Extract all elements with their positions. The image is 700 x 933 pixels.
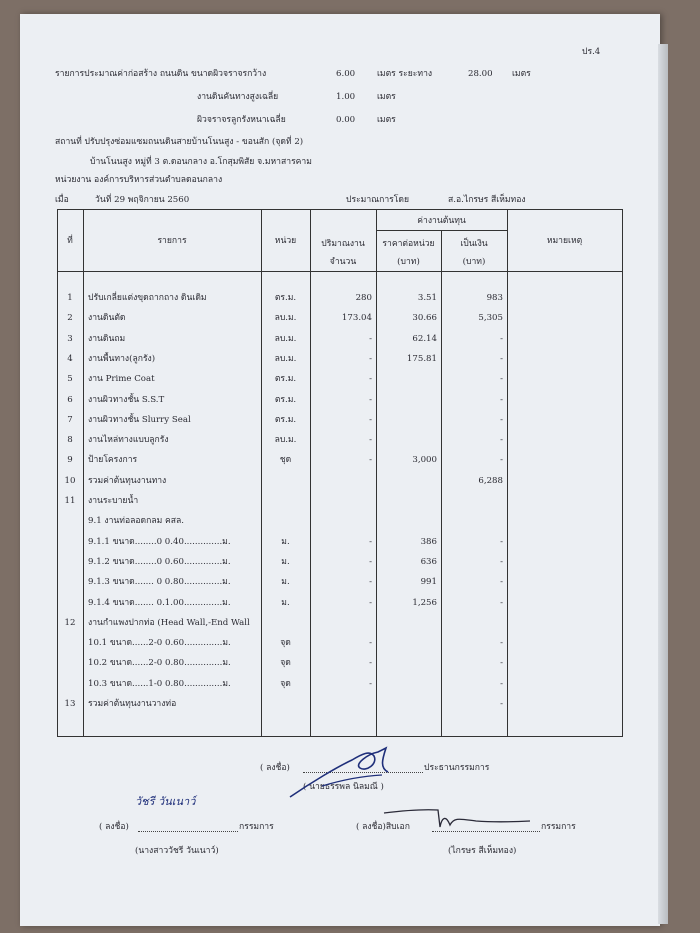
agency: หน่วยงาน องค์การบริหารส่วนตำบลดอนกลาง (55, 175, 223, 185)
cell-item: งานผิวทางชั้น Slurry Seal (88, 414, 191, 425)
cell-qty: - (369, 658, 372, 669)
cell-item: 9.1.4 ขนาด....... 0.1.00..............ม. (88, 597, 231, 608)
cell-unit: ลบ.ม. (274, 435, 297, 446)
cell-amount: - (500, 394, 503, 405)
estimator-label: ประมาณการโดย (346, 195, 410, 205)
cell-no: 12 (64, 617, 76, 628)
cell-amount: 5,305 (478, 313, 503, 324)
col-header-amount: เป็นเงิน (460, 239, 488, 249)
cell-unit: จุด (280, 658, 291, 669)
cell-unit: ชุด (279, 455, 292, 466)
cell-unit: ม. (281, 536, 290, 547)
cell-item: 9.1.2 ขนาด........0 0.60..............ม. (88, 556, 231, 567)
cell-item: 10.3 ขนาด......1-0 0.80..............ม. (88, 678, 231, 689)
header-line2-label: งานดินคันทางสูงเฉลี่ย (197, 92, 279, 102)
cell-price: 636 (420, 556, 437, 567)
cell-qty: - (369, 577, 372, 588)
date-prefix: เมื่อ (55, 195, 69, 205)
cell-qty: - (369, 435, 372, 446)
col-header-no: ที่ (67, 236, 73, 246)
left-sign-role: กรรมการ (239, 822, 274, 832)
road-width-unit: เมตร ระยะทาง (377, 69, 433, 79)
cell-unit: ม. (281, 577, 290, 588)
cell-price: 3,000 (412, 455, 437, 466)
cell-amount: - (500, 597, 503, 608)
cell-amount: 6,288 (478, 475, 503, 486)
cell-qty: 173.04 (341, 313, 372, 324)
cell-item: งานผิวทางชั้น S.S.T (88, 394, 165, 405)
left-handwritten-signature: วัชรี วันเนาว์ (135, 795, 196, 808)
cell-item: รวมค่าต้นทุนงานวางท่อ (88, 699, 177, 709)
cell-price: 386 (420, 536, 437, 547)
cell-unit: ตร.ม. (274, 374, 297, 385)
road-length-value: 28.00 (468, 69, 493, 79)
cell-qty: - (369, 536, 372, 547)
cell-amount: - (500, 556, 503, 567)
cell-amount: - (500, 536, 503, 547)
cell-item: 9.1 งานท่อลอดกลม คสล. (88, 516, 184, 527)
laterite-thickness-value: 0.00 (336, 115, 356, 125)
cell-unit: ตร.ม. (274, 414, 297, 425)
cell-no: 6 (67, 394, 73, 405)
cell-price: 30.66 (412, 313, 437, 324)
cell-amount: - (500, 678, 503, 689)
cell-item: งานดินตัด (88, 313, 126, 324)
left-sign-prefix: ( ลงชื่อ) (99, 822, 129, 832)
cell-amount: - (500, 333, 503, 344)
cell-unit: ลบ.ม. (274, 313, 297, 324)
cell-qty: - (369, 678, 372, 689)
col-header-qty: ปริมาณงาน (321, 239, 365, 249)
col-header-amount-sub: (บาท) (462, 257, 486, 267)
cell-price: 62.14 (412, 333, 437, 344)
cell-no: 11 (64, 496, 76, 506)
cell-no: 7 (67, 414, 73, 425)
cell-amount: - (500, 577, 503, 588)
cell-amount: - (500, 658, 503, 669)
project-place-address: บ้านโนนสูง หมู่ที่ 3 ต.ดอนกลาง อ.โกสุมพิสัย จ.มหาสารคาม (90, 157, 312, 167)
header-line1-label: รายการประมาณค่าก่อสร้าง ถนนดิน ขนาดผิวจราจรกว้าง (55, 69, 267, 79)
laterite-thickness-unit: เมตร (377, 115, 396, 125)
cell-qty: - (369, 333, 372, 344)
cell-amount: - (500, 638, 503, 649)
left-sign-name: (นางสาววัชรี วันเนาว์) (135, 846, 219, 856)
cell-qty: - (369, 638, 372, 649)
cell-no: 1 (67, 293, 73, 303)
cell-qty: - (369, 374, 372, 385)
cell-price: 3.51 (417, 293, 437, 303)
cell-no: 3 (67, 333, 73, 344)
right-signature (380, 797, 540, 837)
cell-amount: - (500, 699, 503, 709)
header-line3-label: ผิวจราจรลูกรังหนาเฉลี่ย (197, 115, 286, 125)
chair-name: ( นายธรรพล นิลมณี ) (303, 782, 384, 792)
embankment-height-value: 1.00 (336, 92, 356, 102)
chair-role: ประธานกรรมการ (424, 763, 490, 773)
right-sign-prefix: ( ลงชื่อ)สิบเอก (356, 822, 410, 832)
col-header-unit-price-sub: (บาท) (397, 257, 420, 267)
cell-unit: ตร.ม. (274, 293, 297, 303)
cell-unit: ม. (281, 556, 290, 567)
cell-unit: ม. (281, 597, 290, 608)
cell-unit: ลบ.ม. (274, 333, 297, 344)
cell-no: 8 (67, 435, 73, 446)
form-code: ปร.4 (582, 47, 601, 57)
cell-item: รวมค่าต้นทุนงานทาง (88, 475, 167, 486)
cell-no: 10 (64, 475, 76, 486)
cell-item: ปรับเกลี่ยแต่งขุดถากถาง ดินเดิม (88, 293, 207, 303)
cell-qty: - (369, 455, 372, 466)
cell-item: 10.1 ขนาด......2-0 0.60..............ม. (88, 638, 231, 649)
cell-item: 10.2 ขนาด......2-0 0.80..............ม. (88, 658, 231, 669)
cell-amount: - (500, 414, 503, 425)
cell-amount: - (500, 353, 503, 364)
cell-no: 2 (67, 313, 73, 324)
cell-amount: - (500, 435, 503, 446)
cell-item: 9.1.1 ขนาด........0 0.40..............ม. (88, 536, 231, 547)
cell-item: งานพื้นทาง(ลูกรัง) (88, 353, 156, 364)
cell-unit: จุด (280, 638, 291, 649)
chair-sign-prefix: ( ลงชื่อ) (260, 763, 290, 773)
estimate-date: วันที่ 29 พฤจิกายน 2560 (95, 195, 190, 205)
cell-no: 9 (67, 455, 73, 466)
cell-qty: - (369, 394, 372, 405)
estimator-name: ส.อ.ไกรษร สีเห็มทอง (448, 195, 526, 205)
cell-unit: จุด (280, 678, 291, 689)
cell-unit: ลบ.ม. (274, 353, 297, 364)
col-header-unit: หน่วย (274, 236, 297, 246)
col-header-cost-group: ค่างานต้นทุน (417, 216, 466, 226)
cell-item: งาน Prime Coat (88, 374, 155, 385)
cell-qty: - (369, 414, 372, 425)
cell-item: งานดินถม (88, 333, 126, 344)
embankment-height-unit: เมตร (377, 92, 396, 102)
cell-no: 13 (64, 699, 76, 709)
col-header-item: รายการ (157, 236, 187, 246)
cell-price: 1,256 (412, 597, 437, 608)
chair-signature (282, 742, 412, 802)
cell-qty: - (369, 353, 372, 364)
cell-item: 9.1.3 ขนาด....... 0 0.80..............ม. (88, 577, 231, 588)
cell-price: 991 (420, 577, 437, 588)
project-place: สถานที่ ปรับปรุงซ่อมแซมถนนดินสายบ้านโนนสูง - ขอนสัก (จุดที่ 2) (55, 137, 304, 147)
cell-item: งานไหล่ทางแบบลูกรัง (88, 435, 169, 446)
col-header-qty-sub: จำนวน (329, 257, 357, 267)
cell-amount: - (500, 455, 503, 466)
road-length-unit: เมตร (512, 69, 531, 79)
col-header-unit-price: ราคาต่อหน่วย (382, 239, 435, 249)
right-sign-role: กรรมการ (541, 822, 576, 832)
document-page (20, 14, 660, 926)
road-width-value: 6.00 (336, 69, 356, 79)
cell-qty: - (369, 556, 372, 567)
cell-no: 4 (67, 353, 73, 364)
cell-amount: - (500, 374, 503, 385)
cell-item: งานระบายน้ำ (88, 496, 139, 506)
cell-item: ป้ายโครงการ (88, 455, 138, 466)
cell-qty: 280 (355, 293, 372, 303)
cell-no: 5 (67, 374, 73, 385)
cell-price: 175.81 (406, 353, 437, 364)
cell-item: งานกำแพงปากท่อ (Head Wall,-End Wall (88, 617, 250, 628)
col-header-remark: หมายเหตุ (546, 236, 583, 246)
right-sign-name: (ไกรษร สีเห็มทอง) (448, 846, 517, 856)
cell-amount: 983 (486, 293, 503, 303)
cell-unit: ตร.ม. (274, 394, 297, 405)
cell-qty: - (369, 597, 372, 608)
